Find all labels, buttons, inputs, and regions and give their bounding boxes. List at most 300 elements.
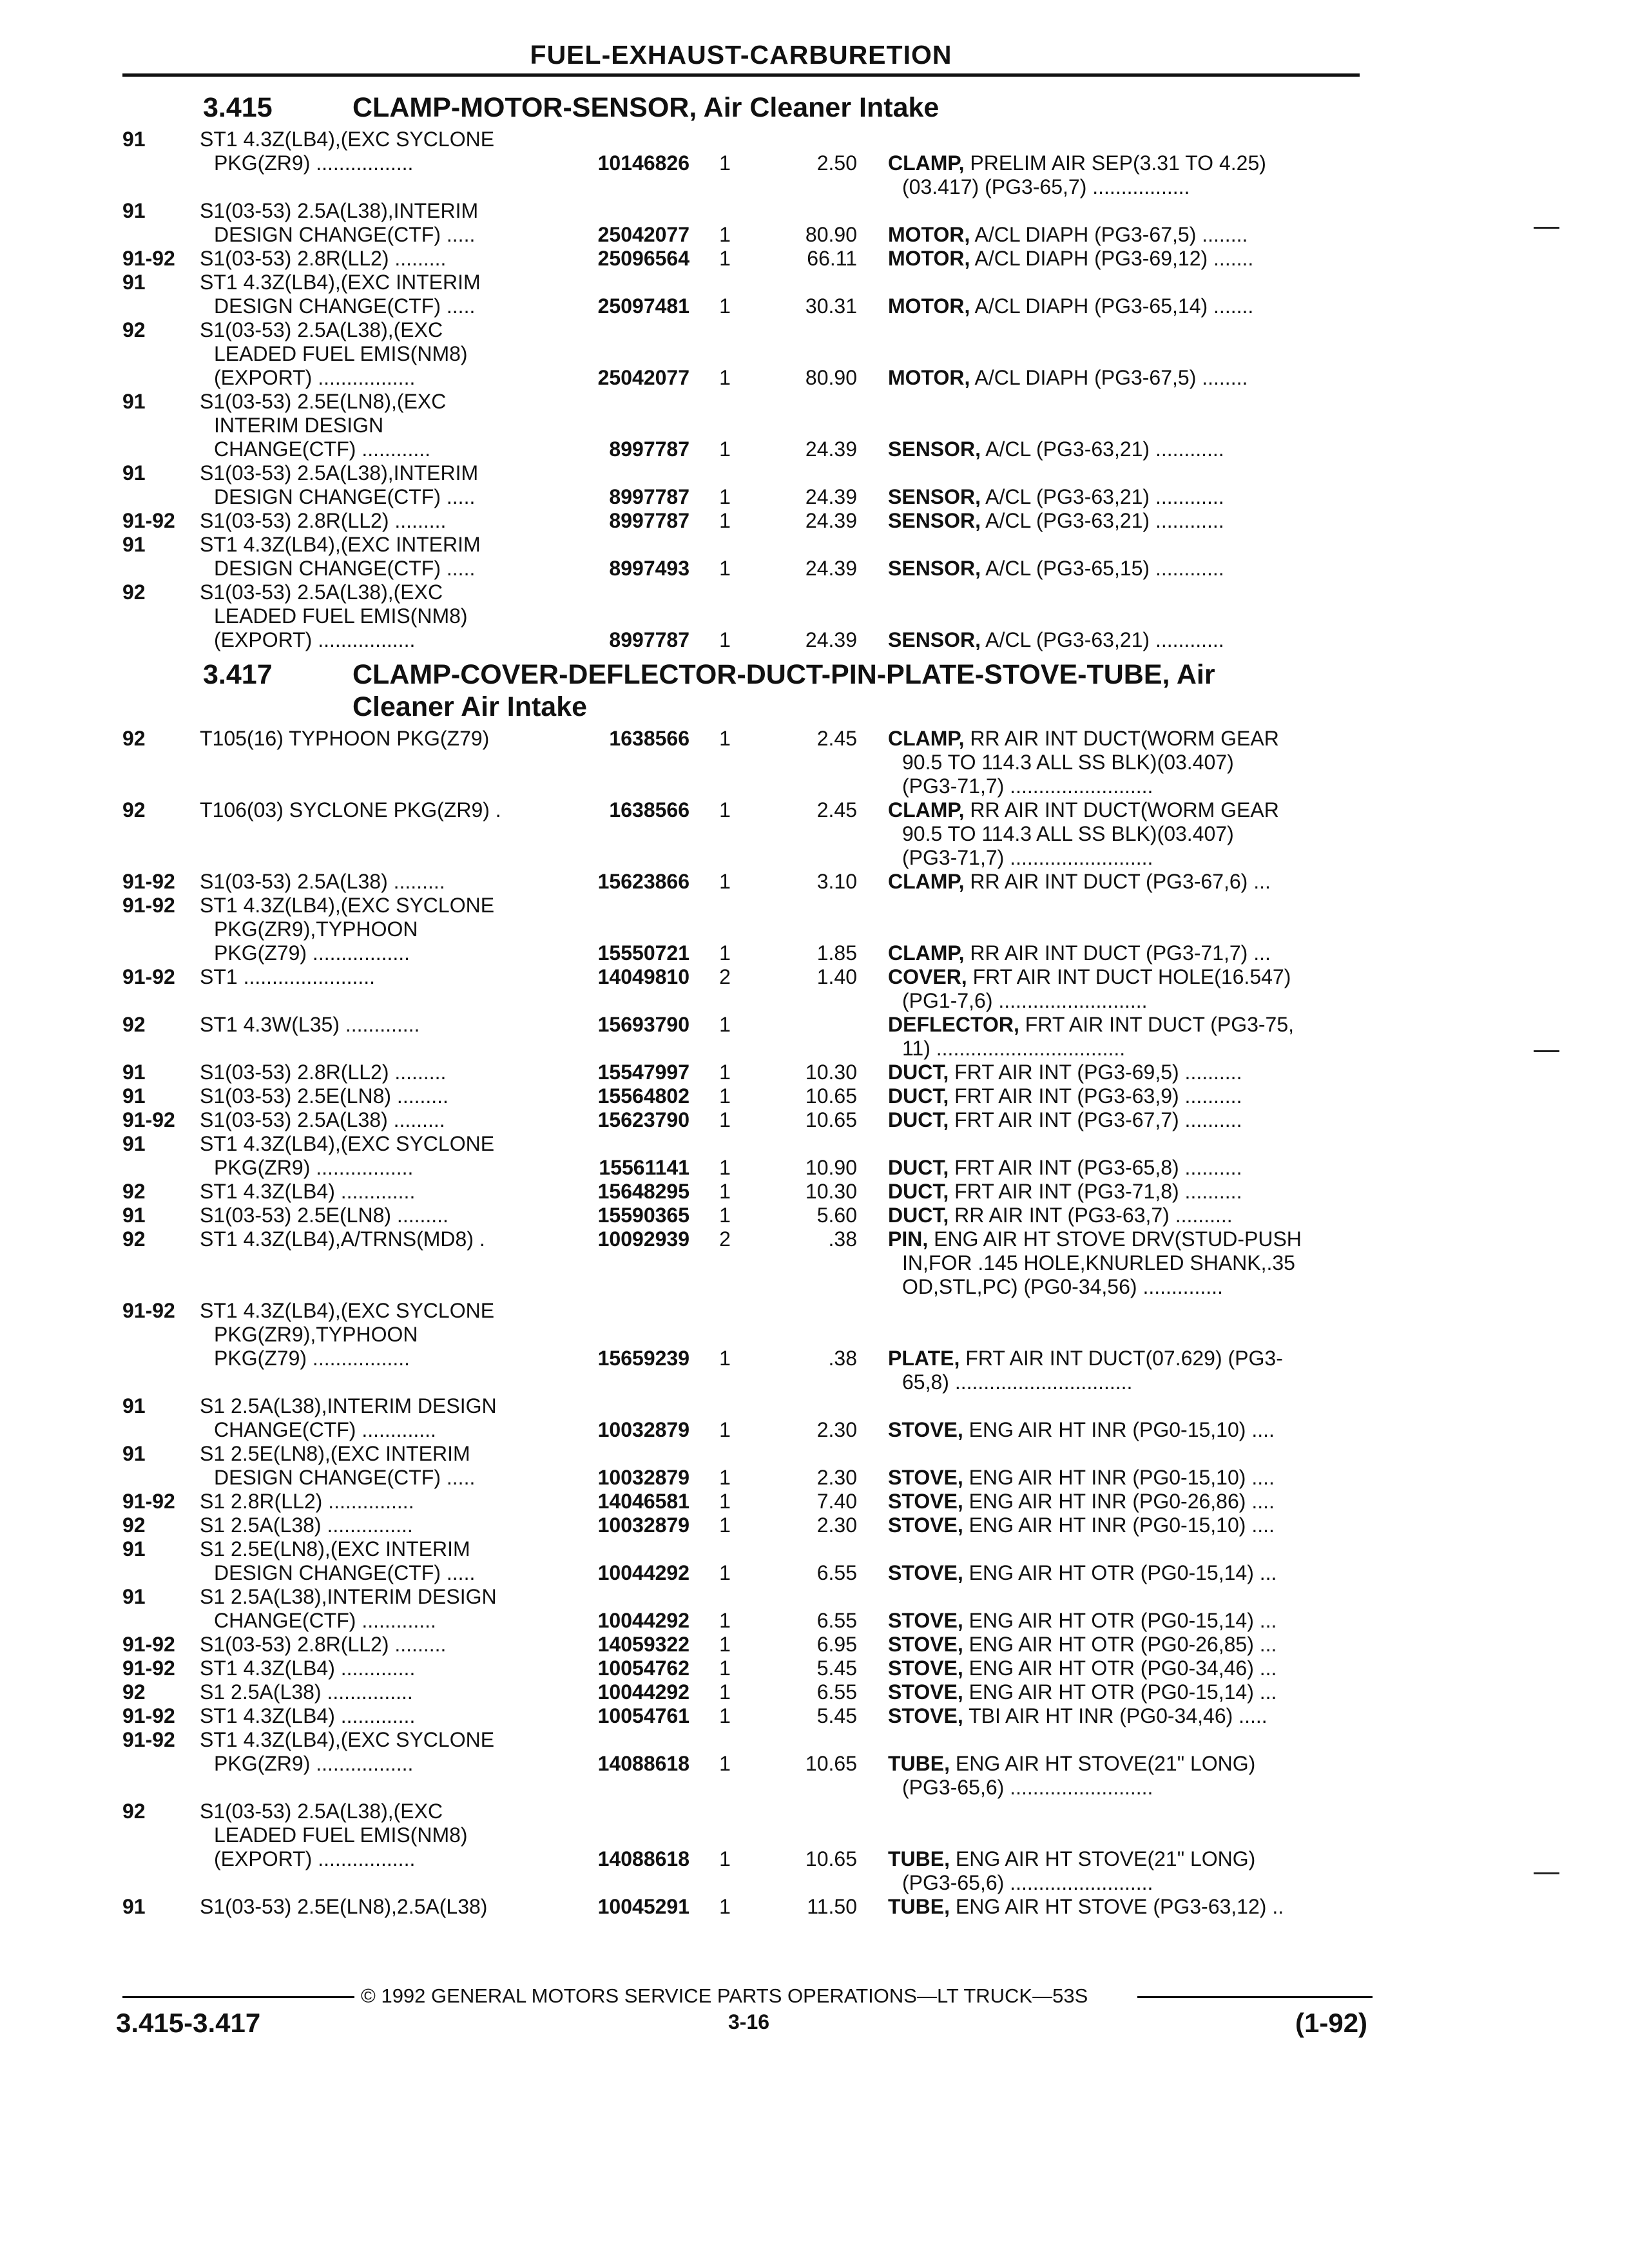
footer-copyright: © 1992 GENERAL MOTORS SERVICE PARTS OPERATIONS—LT TRUCK—53S <box>361 1984 1088 2007</box>
quantity: 1 <box>719 294 731 318</box>
part-number: 10146826 <box>597 151 689 175</box>
quantity: 1 <box>719 1561 731 1584</box>
part-name: STOVE, <box>888 1680 963 1704</box>
application-line: S1 2.5E(LN8),(EXC INTERIM <box>200 1442 470 1465</box>
model-year: 91 <box>122 128 146 151</box>
model-year: 91-92 <box>122 870 175 893</box>
description-text: ENG AIR HT STOVE(21" LONG) <box>955 1752 1256 1775</box>
description-text: TBI AIR HT INR (PG0-34,46) ..... <box>969 1704 1268 1727</box>
part-number: 10032879 <box>597 1466 689 1489</box>
model-year: 91 <box>122 1204 146 1227</box>
price: 6.55 <box>816 1561 857 1584</box>
model-year: 91 <box>122 1442 146 1465</box>
model-year: 91 <box>122 1537 146 1561</box>
quantity: 1 <box>719 366 731 389</box>
application-line: S1 2.5A(L38),INTERIM DESIGN <box>200 1585 497 1608</box>
part-description <box>888 1657 1378 1680</box>
application-line: ST1 ....................... <box>200 965 376 988</box>
price: 6.55 <box>816 1680 857 1704</box>
quantity: 1 <box>719 437 731 461</box>
application-line: ST1 4.3Z(LB4) ............. <box>200 1704 416 1727</box>
description-line <box>888 1084 1378 1108</box>
section-title-continued: Cleaner Air Intake <box>352 691 588 722</box>
quantity: 1 <box>719 1490 731 1513</box>
application-line: DESIGN CHANGE(CTF) ..... <box>214 485 476 508</box>
parts-row <box>122 1108 1373 1132</box>
part-name: CLAMP, <box>888 870 965 893</box>
description-text: ENG AIR HT INR (PG0-26,86) .... <box>969 1490 1275 1513</box>
parts-row <box>122 1514 1373 1537</box>
parts-row <box>122 727 1373 798</box>
part-description <box>888 1156 1378 1180</box>
description-line: (PG3-71,7) ......................... <box>902 846 1153 869</box>
application-line: (EXPORT) ................. <box>214 628 416 651</box>
description-text: ENG AIR HT OTR (PG0-26,85) ... <box>969 1633 1277 1656</box>
price: 30.31 <box>805 294 857 318</box>
description-text: FRT AIR INT (PG3-63,9) .......... <box>954 1084 1242 1108</box>
description-text: FRT AIR INT (PG3-69,5) .......... <box>954 1061 1242 1084</box>
price: 7.40 <box>816 1490 857 1513</box>
description-line <box>888 1227 1378 1251</box>
price: 2.30 <box>816 1514 857 1537</box>
quantity: 1 <box>719 1156 731 1179</box>
application-line: DESIGN CHANGE(CTF) ..... <box>214 1561 476 1584</box>
part-description <box>888 294 1378 318</box>
part-number: 15561141 <box>599 1156 689 1179</box>
part-description <box>888 1084 1378 1108</box>
model-year: 92 <box>122 318 146 341</box>
part-description <box>888 1347 1378 1394</box>
quantity: 1 <box>719 223 731 246</box>
application-line: INTERIM DESIGN <box>214 414 384 437</box>
description-text: A/CL (PG3-63,21) ............ <box>985 628 1224 651</box>
application-line: S1(03-53) 2.5A(L38),INTERIM <box>200 199 479 222</box>
description-line <box>888 485 1378 509</box>
model-year: 91 <box>122 461 146 485</box>
parts-row <box>122 1061 1373 1084</box>
parts-row <box>122 1013 1373 1061</box>
parts-row <box>122 1180 1373 1204</box>
part-number: 10054761 <box>597 1704 689 1727</box>
margin-mark <box>1534 1872 1559 1874</box>
description-text: FRT AIR INT (PG3-65,8) .......... <box>954 1156 1242 1179</box>
footer-page-number: 3-16 <box>728 2010 770 2033</box>
parts-row <box>122 390 1373 461</box>
model-year: 91-92 <box>122 1108 175 1131</box>
application-line: ST1 4.3Z(LB4) ............. <box>200 1657 416 1680</box>
application-line: CHANGE(CTF) ............ <box>214 437 430 461</box>
application-line: LEADED FUEL EMIS(NM8) <box>214 604 468 628</box>
model-year: 91-92 <box>122 965 175 988</box>
part-number: 10032879 <box>597 1418 689 1441</box>
part-name: SENSOR, <box>888 437 981 461</box>
application-line: DESIGN CHANGE(CTF) ..... <box>214 557 476 580</box>
description-text: PRELIM AIR SEP(3.31 TO 4.25) <box>970 151 1266 175</box>
description-line <box>888 1657 1378 1680</box>
section-title: CLAMP-COVER-DEFLECTOR-DUCT-PIN-PLATE-STOVE-TUBE, Air <box>352 659 1215 690</box>
description-line: OD,STL,PC) (PG0-34,56) .............. <box>902 1275 1223 1298</box>
price: 6.55 <box>816 1609 857 1632</box>
part-description <box>888 247 1378 271</box>
part-name: DUCT, <box>888 1180 949 1203</box>
part-description <box>888 437 1378 461</box>
quantity: 1 <box>719 798 731 822</box>
parts-row <box>122 1299 1373 1394</box>
model-year: 91 <box>122 271 146 294</box>
margin-mark <box>1534 1050 1559 1052</box>
part-name: STOVE, <box>888 1609 963 1632</box>
part-name: TUBE, <box>888 1752 950 1775</box>
description-line <box>888 1704 1378 1728</box>
part-name: MOTOR, <box>888 366 970 389</box>
application-line: PKG(ZR9) ................. <box>214 1156 414 1179</box>
section-title: CLAMP-MOTOR-SENSOR, Air Cleaner Intake <box>352 92 940 123</box>
part-number: 10044292 <box>597 1561 689 1584</box>
application-line: CHANGE(CTF) ............. <box>214 1418 436 1441</box>
parts-row <box>122 128 1373 199</box>
part-name: PLATE, <box>888 1347 960 1370</box>
description-line <box>888 1895 1378 1919</box>
part-number: 25042077 <box>597 223 689 246</box>
quantity: 2 <box>719 965 731 988</box>
application-line: S1(03-53) 2.5A(L38),(EXC <box>200 581 443 604</box>
application-line: ST1 4.3Z(LB4) ............. <box>200 1180 416 1203</box>
description-line <box>888 1466 1378 1490</box>
model-year: 91 <box>122 390 146 413</box>
application-line: ST1 4.3Z(LB4),(EXC SYCLONE <box>200 1299 495 1322</box>
price: 24.39 <box>805 437 857 461</box>
price: 2.45 <box>816 798 857 822</box>
description-line <box>888 1847 1378 1871</box>
part-name: MOTOR, <box>888 294 970 318</box>
header-rule <box>122 73 1360 77</box>
quantity: 1 <box>719 1680 731 1704</box>
parts-row <box>122 533 1373 581</box>
part-description <box>888 1895 1378 1919</box>
quantity: 1 <box>719 941 731 965</box>
description-text: RR AIR INT DUCT (PG3-71,7) ... <box>970 941 1271 965</box>
model-year: 91-92 <box>122 1704 175 1727</box>
parts-row <box>122 581 1373 652</box>
description-text: ENG AIR HT INR (PG0-15,10) .... <box>969 1514 1275 1537</box>
description-line <box>888 247 1378 271</box>
description-line: (PG3-65,6) ......................... <box>902 1871 1153 1894</box>
description-line: (03.417) (PG3-65,7) ................. <box>902 175 1190 198</box>
parts-row <box>122 894 1373 965</box>
description-line <box>888 965 1378 989</box>
part-name: SENSOR, <box>888 557 981 580</box>
description-line: 65,8) ............................... <box>902 1370 1133 1394</box>
application-line: PKG(ZR9) ................. <box>214 151 414 175</box>
part-number: 25097481 <box>597 294 689 318</box>
part-name: CLAMP, <box>888 727 965 750</box>
part-number: 15623790 <box>597 1108 689 1131</box>
part-name: STOVE, <box>888 1657 963 1680</box>
parts-row <box>122 1227 1373 1299</box>
model-year: 91-92 <box>122 1490 175 1513</box>
parts-row <box>122 1204 1373 1227</box>
part-description <box>888 1013 1378 1061</box>
application-line: S1(03-53) 2.5E(LN8) ......... <box>200 1204 448 1227</box>
footer-rule-left <box>122 1996 354 1998</box>
model-year: 91 <box>122 1394 146 1418</box>
application-line: ST1 4.3Z(LB4),(EXC INTERIM <box>200 271 481 294</box>
description-line <box>888 557 1378 581</box>
model-year: 91 <box>122 1084 146 1108</box>
part-name: CLAMP, <box>888 151 965 175</box>
description-line <box>888 628 1378 652</box>
part-number: 10032879 <box>597 1514 689 1537</box>
part-name: STOVE, <box>888 1418 963 1441</box>
description-text: RR AIR INT DUCT(WORM GEAR <box>970 727 1279 750</box>
model-year: 92 <box>122 1227 146 1251</box>
price: 10.30 <box>805 1061 857 1084</box>
part-name: DUCT, <box>888 1061 949 1084</box>
model-year: 92 <box>122 1514 146 1537</box>
price: 2.30 <box>816 1466 857 1489</box>
quantity: 1 <box>719 1061 731 1084</box>
description-line <box>888 1156 1378 1180</box>
model-year: 92 <box>122 581 146 604</box>
part-name: MOTOR, <box>888 247 970 270</box>
part-description <box>888 1514 1378 1537</box>
model-year: 91 <box>122 1585 146 1608</box>
part-number: 15547997 <box>597 1061 689 1084</box>
part-description <box>888 1561 1378 1585</box>
price: 24.39 <box>805 557 857 580</box>
part-number: 15564802 <box>597 1084 689 1108</box>
description-line <box>888 1180 1378 1204</box>
description-line <box>888 223 1378 247</box>
description-line <box>888 1347 1378 1370</box>
parts-row <box>122 318 1373 390</box>
description-line <box>888 1680 1378 1704</box>
part-number: 15648295 <box>597 1180 689 1203</box>
part-number: 15623866 <box>597 870 689 893</box>
description-text: A/CL DIAPH (PG3-65,14) ....... <box>974 294 1254 318</box>
section-number: 3.415 <box>203 92 273 123</box>
footer-rule-right <box>1137 1996 1373 1998</box>
price: 1.85 <box>816 941 857 965</box>
part-number: 8997787 <box>609 437 689 461</box>
model-year: 91 <box>122 199 146 222</box>
description-line <box>888 366 1378 390</box>
part-name: DUCT, <box>888 1156 949 1179</box>
price: 3.10 <box>816 870 857 893</box>
parts-row <box>122 199 1373 247</box>
description-line <box>888 1609 1378 1633</box>
part-number: 10044292 <box>597 1680 689 1704</box>
parts-row <box>122 247 1373 271</box>
part-description <box>888 1180 1378 1204</box>
description-text: ENG AIR HT OTR (PG0-15,14) ... <box>969 1680 1277 1704</box>
description-line <box>888 1418 1378 1442</box>
part-description <box>888 557 1378 581</box>
model-year: 91-92 <box>122 1633 175 1656</box>
quantity: 1 <box>719 1013 731 1036</box>
application-line: PKG(Z79) ................. <box>214 1347 410 1370</box>
part-name: DUCT, <box>888 1108 949 1131</box>
application-line: S1(03-53) 2.5E(LN8),(EXC <box>200 390 447 413</box>
part-name: CLAMP, <box>888 941 965 965</box>
part-description <box>888 1418 1378 1442</box>
part-description <box>888 151 1378 199</box>
price: 10.30 <box>805 1180 857 1203</box>
application-line: PKG(ZR9) ................. <box>214 1752 414 1775</box>
part-name: STOVE, <box>888 1466 963 1489</box>
description-line <box>888 1633 1378 1657</box>
part-number: 10045291 <box>597 1895 689 1918</box>
quantity: 1 <box>719 1633 731 1656</box>
description-line <box>888 727 1378 751</box>
price: 10.65 <box>805 1752 857 1775</box>
price: 80.90 <box>805 366 857 389</box>
price: .38 <box>828 1347 857 1370</box>
description-text: ENG AIR HT INR (PG0-15,10) .... <box>969 1418 1275 1441</box>
part-description <box>888 965 1378 1013</box>
description-text: A/CL (PG3-63,21) ............ <box>985 485 1224 508</box>
part-name: MOTOR, <box>888 223 970 246</box>
description-text: A/CL (PG3-65,15) ............ <box>985 557 1224 580</box>
application-line: ST1 4.3Z(LB4),(EXC SYCLONE <box>200 1728 495 1751</box>
part-name: STOVE, <box>888 1514 963 1537</box>
parts-row <box>122 1633 1373 1657</box>
description-text: FRT AIR INT DUCT (PG3-75, <box>1025 1013 1295 1036</box>
part-name: DEFLECTOR, <box>888 1013 1019 1036</box>
application-line: S1(03-53) 2.8R(LL2) ......... <box>200 1633 447 1656</box>
part-number: 15693790 <box>597 1013 689 1036</box>
part-description <box>888 1847 1378 1895</box>
price: 24.39 <box>805 628 857 651</box>
description-line <box>888 1752 1378 1776</box>
model-year: 92 <box>122 798 146 822</box>
part-description <box>888 1227 1378 1299</box>
application-line: S1(03-53) 2.8R(LL2) ......... <box>200 247 447 270</box>
part-number: 8997787 <box>609 628 689 651</box>
part-number: 14046581 <box>597 1490 689 1513</box>
description-text: ENG AIR HT STOVE(21" LONG) <box>955 1847 1256 1870</box>
application-line: S1(03-53) 2.5A(L38),(EXC <box>200 318 443 341</box>
description-line: (PG1-7,6) .......................... <box>902 989 1148 1012</box>
margin-mark <box>1534 227 1559 229</box>
price: 10.65 <box>805 1084 857 1108</box>
description-text: FRT AIR INT DUCT HOLE(16.547) <box>972 965 1291 988</box>
quantity: 1 <box>719 557 731 580</box>
application-line: LEADED FUEL EMIS(NM8) <box>214 342 468 365</box>
price: 2.50 <box>816 151 857 175</box>
model-year: 92 <box>122 1680 146 1704</box>
quantity: 1 <box>719 509 731 532</box>
price: 5.45 <box>816 1704 857 1727</box>
part-name: STOVE, <box>888 1704 963 1727</box>
description-text: FRT AIR INT (PG3-67,7) .......... <box>954 1108 1242 1131</box>
description-text: A/CL (PG3-63,21) ............ <box>985 437 1224 461</box>
parts-row <box>122 798 1373 870</box>
parts-row <box>122 1680 1373 1704</box>
application-line: S1 2.5A(L38) ............... <box>200 1680 413 1704</box>
price: 10.90 <box>805 1156 857 1179</box>
parts-row <box>122 461 1373 509</box>
part-description <box>888 485 1378 509</box>
part-description <box>888 798 1378 870</box>
section-heading <box>122 91 1373 124</box>
part-name: DUCT, <box>888 1204 949 1227</box>
description-line <box>888 798 1378 822</box>
application-line: ST1 4.3Z(LB4),(EXC SYCLONE <box>200 894 495 917</box>
application-line: ST1 4.3Z(LB4),(EXC INTERIM <box>200 533 481 556</box>
part-description <box>888 1061 1378 1084</box>
description-text: RR AIR INT DUCT (PG3-67,6) ... <box>970 870 1271 893</box>
quantity: 1 <box>719 1466 731 1489</box>
section-number: 3.417 <box>203 659 273 690</box>
quantity: 1 <box>719 151 731 175</box>
model-year: 91 <box>122 1132 146 1155</box>
part-number: 14049810 <box>597 965 689 988</box>
part-description <box>888 223 1378 247</box>
application-line: S1 2.5A(L38),INTERIM DESIGN <box>200 1394 497 1418</box>
part-description <box>888 941 1378 965</box>
application-line: CHANGE(CTF) ............. <box>214 1609 436 1632</box>
price: 2.45 <box>816 727 857 750</box>
parts-row <box>122 1704 1373 1728</box>
part-number: 8997787 <box>609 485 689 508</box>
description-line <box>888 509 1378 533</box>
part-name: DUCT, <box>888 1084 949 1108</box>
part-name: COVER, <box>888 965 967 988</box>
catalog-content <box>122 85 1373 1919</box>
part-name: SENSOR, <box>888 509 981 532</box>
application-line: S1(03-53) 2.5E(LN8),2.5A(L38) <box>200 1895 488 1918</box>
parts-row <box>122 1490 1373 1514</box>
quantity: 1 <box>719 1895 731 1918</box>
description-line: 90.5 TO 114.3 ALL SS BLK)(03.407) <box>902 751 1234 774</box>
quantity: 2 <box>719 1227 731 1251</box>
description-text: A/CL DIAPH (PG3-67,5) ........ <box>974 223 1248 246</box>
description-line <box>888 1013 1378 1037</box>
description-line: 90.5 TO 114.3 ALL SS BLK)(03.407) <box>902 822 1234 845</box>
part-name: CLAMP, <box>888 798 965 822</box>
quantity: 1 <box>719 1752 731 1775</box>
quantity: 1 <box>719 1418 731 1441</box>
description-line <box>888 870 1378 894</box>
part-description <box>888 1108 1378 1132</box>
parts-row <box>122 1800 1373 1895</box>
part-name: PIN, <box>888 1227 929 1251</box>
part-description <box>888 628 1378 652</box>
section-heading <box>122 658 1373 723</box>
description-text: ENG AIR HT OTR (PG0-15,14) ... <box>969 1561 1277 1584</box>
description-line <box>888 1204 1378 1227</box>
part-number: 8997493 <box>609 557 689 580</box>
price: 5.45 <box>816 1657 857 1680</box>
description-text: ENG AIR HT STOVE DRV(STUD-PUSH <box>934 1227 1302 1251</box>
part-name: TUBE, <box>888 1847 950 1870</box>
description-text: ENG AIR HT STOVE (PG3-63,12) .. <box>955 1895 1284 1918</box>
application-line: (EXPORT) ................. <box>214 366 416 389</box>
model-year: 91 <box>122 533 146 556</box>
part-description <box>888 1490 1378 1514</box>
description-text: ENG AIR HT OTR (PG0-15,14) ... <box>969 1609 1277 1632</box>
application-line: T106(03) SYCLONE PKG(ZR9) . <box>200 798 501 822</box>
quantity: 1 <box>719 247 731 270</box>
part-description <box>888 1204 1378 1227</box>
model-year: 91-92 <box>122 894 175 917</box>
description-line <box>888 941 1378 965</box>
part-number: 15550721 <box>597 941 689 965</box>
description-line <box>888 1514 1378 1537</box>
model-year: 92 <box>122 727 146 750</box>
application-line: DESIGN CHANGE(CTF) ..... <box>214 294 476 318</box>
